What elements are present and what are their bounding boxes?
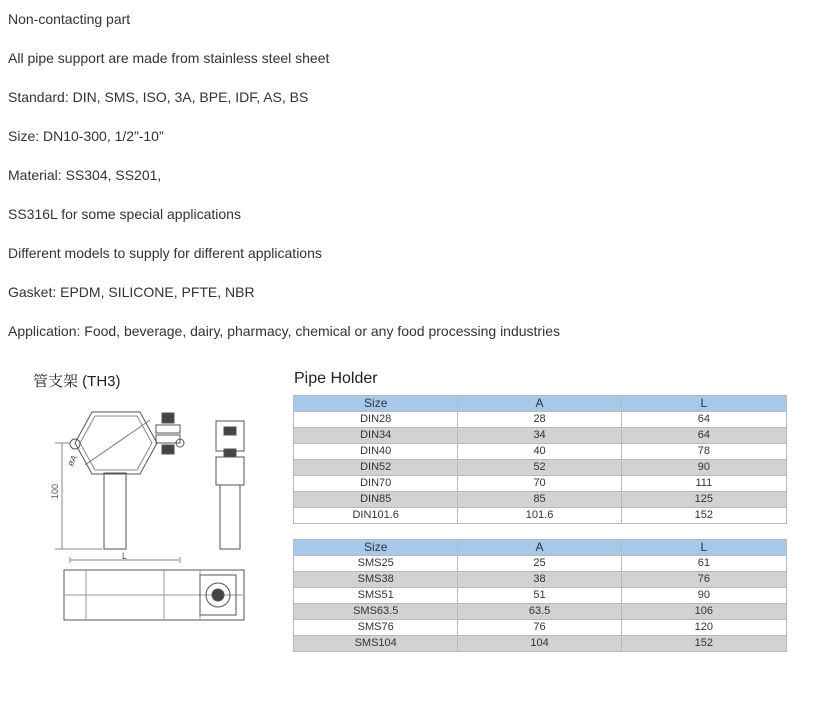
cell-size: DIN52 — [294, 460, 458, 476]
cell-a: 38 — [458, 572, 621, 588]
table-row — [294, 620, 787, 636]
bolt-top — [162, 413, 174, 423]
cell-a: 34 — [458, 428, 621, 444]
table-row — [294, 508, 787, 524]
cell-size: SMS104 — [294, 636, 458, 652]
table-row — [294, 428, 787, 444]
table-row — [294, 588, 787, 604]
cell-size: DIN70 — [294, 476, 458, 492]
pipe-holder-drawing — [30, 395, 270, 635]
header-a: A — [458, 540, 621, 556]
din-table — [293, 395, 787, 524]
cell-size: SMS25 — [294, 556, 458, 572]
table-header-row — [294, 396, 787, 412]
description-line: Material: SS304, SS201, — [8, 167, 162, 183]
cell-a: 40 — [458, 444, 621, 460]
bottom-view-nut-inner — [212, 589, 224, 601]
header-size: Size — [294, 540, 458, 556]
description-line: Gasket: EPDM, SILICONE, PFTE, NBR — [8, 284, 255, 300]
table-row — [294, 460, 787, 476]
cell-l: 78 — [621, 444, 786, 460]
description-lines — [8, 10, 560, 361]
table-row — [294, 476, 787, 492]
cell-l: 90 — [621, 588, 786, 604]
figure-title: 管支架 (TH3) — [33, 373, 121, 390]
header-size: Size — [294, 396, 458, 412]
cell-l: 152 — [621, 508, 786, 524]
side-view-stem — [220, 485, 240, 549]
table-title: Pipe Holder — [294, 370, 378, 387]
cell-size: DIN85 — [294, 492, 458, 508]
cell-l: 125 — [621, 492, 786, 508]
cell-a: 76 — [458, 620, 621, 636]
height-dim-label: 100 — [50, 483, 60, 499]
table-row — [294, 444, 787, 460]
description-line: All pipe support are made from stainless steel sheet — [8, 50, 330, 66]
table-row — [294, 636, 787, 652]
cell-a: 52 — [458, 460, 621, 476]
description-line: SS316L for some special applications — [8, 206, 241, 222]
cell-l: 64 — [621, 412, 786, 428]
cell-a: 51 — [458, 588, 621, 604]
side-view-top — [216, 421, 244, 451]
cell-l: 106 — [621, 604, 786, 620]
cell-l: 76 — [621, 572, 786, 588]
cell-a: 85 — [458, 492, 621, 508]
cell-l: 90 — [621, 460, 786, 476]
cell-size: DIN28 — [294, 412, 458, 428]
table-row — [294, 572, 787, 588]
cell-l: 111 — [621, 476, 786, 492]
table-row — [294, 492, 787, 508]
description-line: Size: DN10-300, 1/2”-10” — [8, 128, 164, 144]
cell-size: SMS51 — [294, 588, 458, 604]
cell-size: SMS76 — [294, 620, 458, 636]
table-row — [294, 556, 787, 572]
stem — [104, 473, 126, 549]
diameter-label: øA — [65, 453, 80, 468]
cell-a: 63.5 — [458, 604, 621, 620]
cell-size: SMS63.5 — [294, 604, 458, 620]
table-header-row — [294, 540, 787, 556]
cell-l: 64 — [621, 428, 786, 444]
sms-table — [293, 539, 787, 652]
cell-l: 61 — [621, 556, 786, 572]
side-view-bolt — [224, 427, 236, 435]
cell-l: 120 — [621, 620, 786, 636]
table-row — [294, 604, 787, 620]
cell-l: 152 — [621, 636, 786, 652]
description-line: Non-contacting part — [8, 11, 131, 27]
cell-size: DIN34 — [294, 428, 458, 444]
cell-a: 101.6 — [458, 508, 621, 524]
cell-a: 28 — [458, 412, 621, 428]
cell-a: 25 — [458, 556, 621, 572]
header-l: L — [621, 396, 786, 412]
description-line: Standard: DIN, SMS, ISO, 3A, BPE, IDF, AS, BS — [8, 89, 309, 105]
side-view-nut — [224, 449, 236, 457]
description-line: Application: Food, beverage, dairy, pharmacy, chemical or any food processing industries — [8, 323, 560, 339]
description-line: Different models to supply for different applications — [8, 245, 322, 261]
side-view-collar — [216, 457, 244, 485]
header-l: L — [621, 540, 786, 556]
cell-size: DIN101.6 — [294, 508, 458, 524]
cell-size: SMS38 — [294, 572, 458, 588]
header-a: A — [458, 396, 621, 412]
diameter-line — [85, 420, 150, 465]
table-row — [294, 412, 787, 428]
cell-size: DIN40 — [294, 444, 458, 460]
cell-a: 104 — [458, 636, 621, 652]
cell-a: 70 — [458, 476, 621, 492]
bolt-nut — [162, 445, 174, 454]
length-dim-label: L — [122, 551, 128, 561]
clamp-ear — [156, 425, 180, 433]
